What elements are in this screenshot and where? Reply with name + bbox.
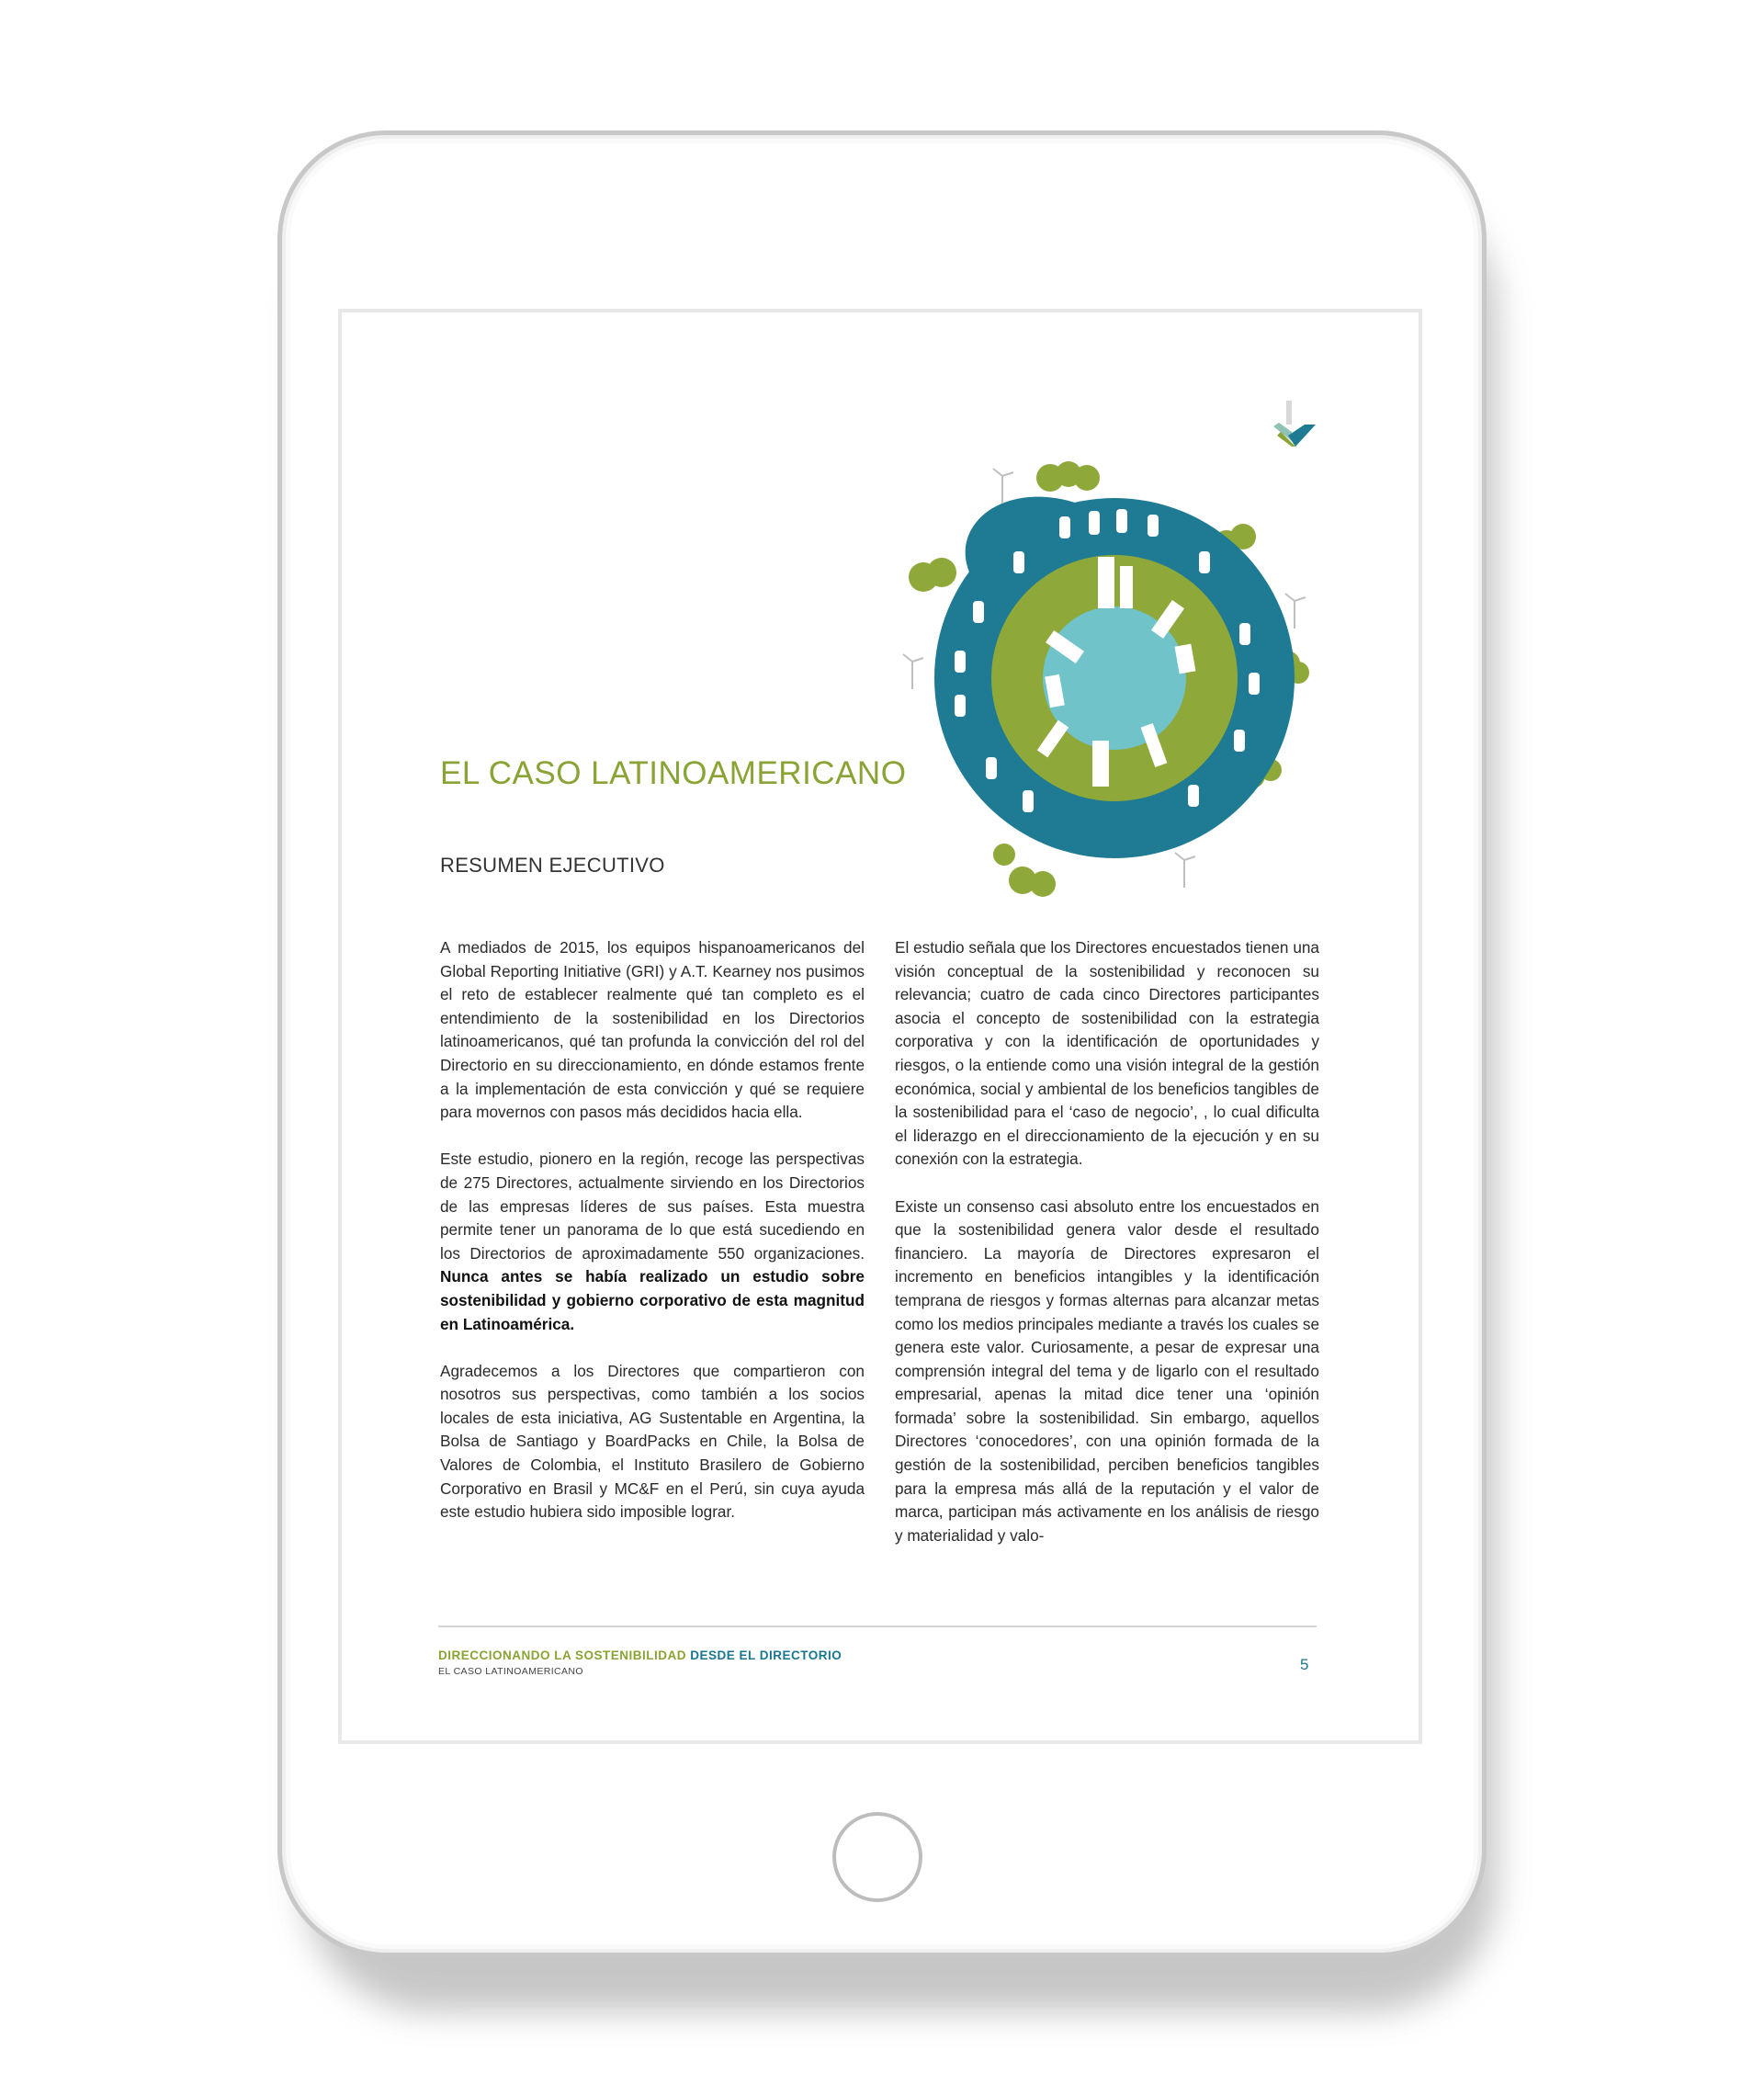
left-column <box>440 936 865 1547</box>
right-paragraph-1: El estudio señala que los Directores encuestados tienen una visión conceptual de la sostenibilidad y reconocen su relevancia; cuatro de cada cinco Directores participantes asocia el concepto de sostenibilidad con la estrategia corporativa y con la identificación de oportunidades y riesgos, o la entiende como una visión integral de la gestión económica, social y ambiental de los beneficios tangibles de la sostenibilidad para el ‘caso de negocio’, , lo cual dificulta el liderazgo en el direccionamiento de la ejecución y en su conexión con la estrategia. <box>895 938 1319 1169</box>
page-number: 5 <box>1300 1656 1309 1673</box>
logo-mark-icon <box>1268 399 1321 452</box>
right-paragraph-2: Existe un consenso casi absoluto entre los encuestados en que la sostenibilidad genera valor desde el resultado financiero. La mayoría de Directores expresaron el incremento en beneficios intangibles y la identificación temprana de riesgos y formas alternas para alcanzar metas como los medios principales mediante a través los cuales se genera este valor. Curiosamente, a pesar de expresar una comprensión integral del tema y de ligarlo con el resultado empresarial, apenas la mitad dice tener una ‘opinión formada’ sobre la sostenibilidad. Sin embargo, aquellos Directores ‘conocedores’, con una opinión formada de la gestión de la sostenibilidad, perciben beneficios tangibles para la empresa más allá de la reputación y el valor de marca, participan más activamente en los análisis de riesgo y materialidad y valo- <box>895 1196 1319 1545</box>
footer-title-green: DIRECCIONANDO LA SOSTENIBILIDAD <box>438 1648 687 1662</box>
left-paragraph-2-text: Este estudio, pionero en la región, recoge las perspectivas de 275 Directores, actualmente sirviendo en los Directorios de las empresas líderes de sus países. Esta muestra permite tener un panorama de lo que está sucediendo en los Directorios de aproximadamente 550 organizaciones. <box>440 1150 865 1263</box>
section-subtitle: RESUMEN EJECUTIVO <box>440 854 665 877</box>
footer-divider <box>438 1626 1317 1627</box>
footer-title <box>438 1648 842 1662</box>
left-paragraph-2 <box>440 1148 865 1336</box>
left-paragraph-1: A mediados de 2015, los equipos hispanoamericanos del Global Reporting Initiative (GRI) y A.T. Kearney nos pusimos el reto de establecer realmente qué tan completo es el entendimiento de la sostenibilidad en los Directorios latinoamericanos, qué tan profunda la convicción del rol del Directorio en su direccionamiento, en dónde estamos frente a la implementación de esta convicción y qué se requiere para movernos con pasos más decididos hacia ella. <box>440 938 865 1122</box>
home-button[interactable] <box>832 1812 922 1902</box>
left-paragraph-3: Agradecemos a los Directores que compartieron con nosotros sus perspectivas, como también a los socios locales de esta iniciativa, AG Sustentable en Argentina, la Bolsa de Santiago y BoardPacks en Chile, la Bolsa de Valores de Colombia, el Instituto Brasilero de Gobierno Corporativo en Brasil y MC&F en el Perú, sin cuya ayuda este estudio hubiera sido imposible lograr. <box>440 1361 865 1522</box>
footer-title-blue: DESDE EL DIRECTORIO <box>690 1648 842 1662</box>
page-title: EL CASO LATINOAMERICANO <box>440 755 907 791</box>
left-paragraph-2-bold: Nunca antes se había realizado un estudio sobre sostenibilidad y gobierno corporativo de esta magnitud en Latinoamérica. <box>440 1267 865 1333</box>
right-column <box>895 936 1319 1571</box>
footer-subtitle: EL CASO LATINOAMERICANO <box>438 1666 583 1677</box>
globe-illustration-icon <box>885 448 1333 897</box>
